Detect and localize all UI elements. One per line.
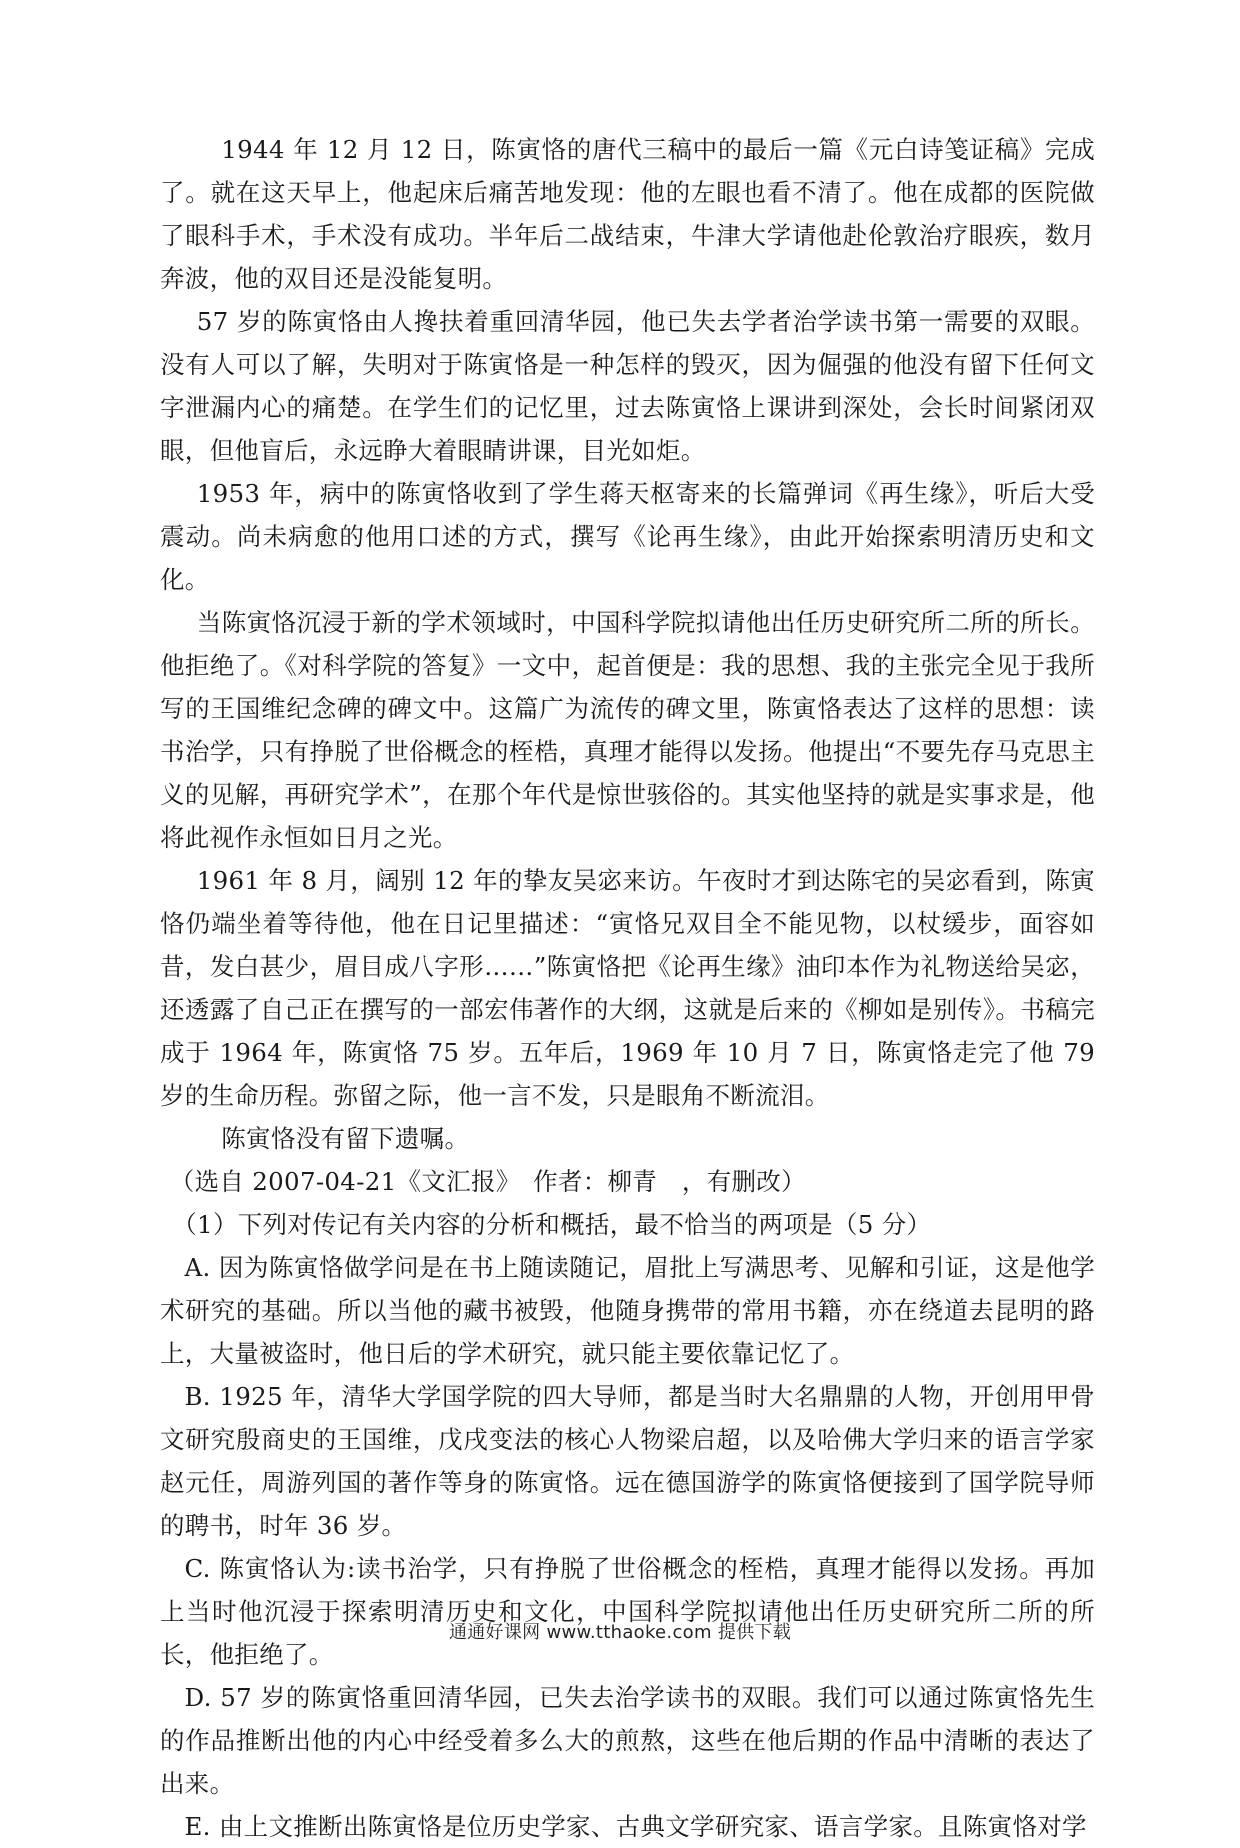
- paragraph-1: 1944 年 12 月 12 日，陈寅恪的唐代三稿中的最后一篇《元白诗笺证稿》完成了。就在这天早上，他起床后痛苦地发现：他的左眼也看不清了。他在成都的医院做了眼科手术，手术没有成功。半年后二战结束，牛津大学请他赴伦敦治疗眼疾，数月奔波，他的双目还是没能复明。: [160, 135, 1095, 293]
- question-1: （1）下列对传记有关内容的分析和概括，最不恰当的两项是（5 分）: [172, 1210, 932, 1239]
- option-b: B. 1925 年，清华大学国学院的四大导师，都是当时大名鼎鼎的人物，开创用甲骨文研究殷商史的王国维，戊戌变法的核心人物梁启超，以及哈佛大学归来的语言学家赵元任，周游列国的著作等身的陈寅恪。远在德国游学的陈寅恪便接到了国学院导师的聘书，时年 36 岁。: [160, 1382, 1095, 1540]
- source-citation: （选自 2007-04-21《文汇报》 作者：柳青 ，有删改）: [169, 1167, 806, 1196]
- document-body: [160, 128, 1095, 1848]
- page-footer: 通通好课网 www.tthaoke.com 提供下载: [448, 1622, 792, 1643]
- paragraph-4: 当陈寅恪沉浸于新的学术领域时，中国科学院拟请他出任历史研究所二所的所长。他拒绝了。《对科学院的答复》一文中，起首便是：我的思想、我的主张完全见于我所写的王国维纪念碑的碑文中。这篇广为流传的碑文里，陈寅恪表达了这样的思想：读书治学，只有挣脱了世俗概念的桎梏，真理才能得以发扬。他提出“不要先存马克思主义的见解，再研究学术”，在那个年代是惊世骇俗的。其实他坚持的就是实事求是，他将此视作永恒如日月之光。: [160, 608, 1095, 852]
- paragraph-2: 57 岁的陈寅恪由人搀扶着重回清华园，他已失去学者治学读书第一需要的双眼。没有人可以了解，失明对于陈寅恪是一种怎样的毁灭，因为倔强的他没有留下任何文字泄漏内心的痛楚。在学生们的记忆里，过去陈寅恪上课讲到深处，会长时间紧闭双眼，但他盲后，永远睁大着眼睛讲课，目光如炬。: [160, 307, 1095, 465]
- option-d: D. 57 岁的陈寅恪重回清华园，已失去治学读书的双眼。我们可以通过陈寅恪先生的作品推断出他的内心中经受着多么大的煎熬，这些在他后期的作品中清晰的表达了出来。: [160, 1683, 1095, 1798]
- paragraph-3: 1953 年，病中的陈寅恪收到了学生蒋天枢寄来的长篇弹词《再生缘》，听后大受震动。尚未病愈的他用口述的方式，撰写《论再生缘》，由此开始探索明清历史和文化。: [160, 479, 1095, 594]
- paragraph-5: 1961 年 8 月，阔别 12 年的挚友吴宓来访。午夜时才到达陈宅的吴宓看到，陈寅恪仍端坐着等待他，他在日记里描述：“寅恪兄双目全不能见物，以杖缓步，面容如昔，发白甚少，眉目成八字形……”陈寅恪把《论再生缘》油印本作为礼物送给吴宓，还透露了自己正在撰写的一部宏伟著作的大纲，这就是后来的《柳如是别传》。书稿完成于 1964 年，陈寅恪 75 岁。五年后，1969 年 10 月 7 日，陈寅恪走完了他 79 岁的生命历程。弥留之际，他一言不发，只是眼角不断流泪。: [160, 866, 1095, 1110]
- option-c: C. 陈寅恪认为:读书治学，只有挣脱了世俗概念的桎梏，真理才能得以发扬。再加上当时他沉浸于探索明清历史和文化，中国科学院拟请他出任历史研究所二所的所长，他拒绝了。: [160, 1554, 1095, 1669]
- option-a: A. 因为陈寅恪做学问是在书上随读随记，眉批上写满思考、见解和引证，这是他学术研究的基础。所以当他的藏书被毁，他随身携带的常用书籍，亦在绕道去昆明的路上，大量被盗时，他日后的学术研究，就只能主要依靠记忆了。: [160, 1253, 1095, 1368]
- paragraph-6: 陈寅恪没有留下遗嘱。: [221, 1124, 470, 1153]
- option-e: E. 由上文推断出陈寅恪是位历史学家、古典文学研究家、语言学家。且陈寅恪对学: [184, 1812, 1087, 1841]
